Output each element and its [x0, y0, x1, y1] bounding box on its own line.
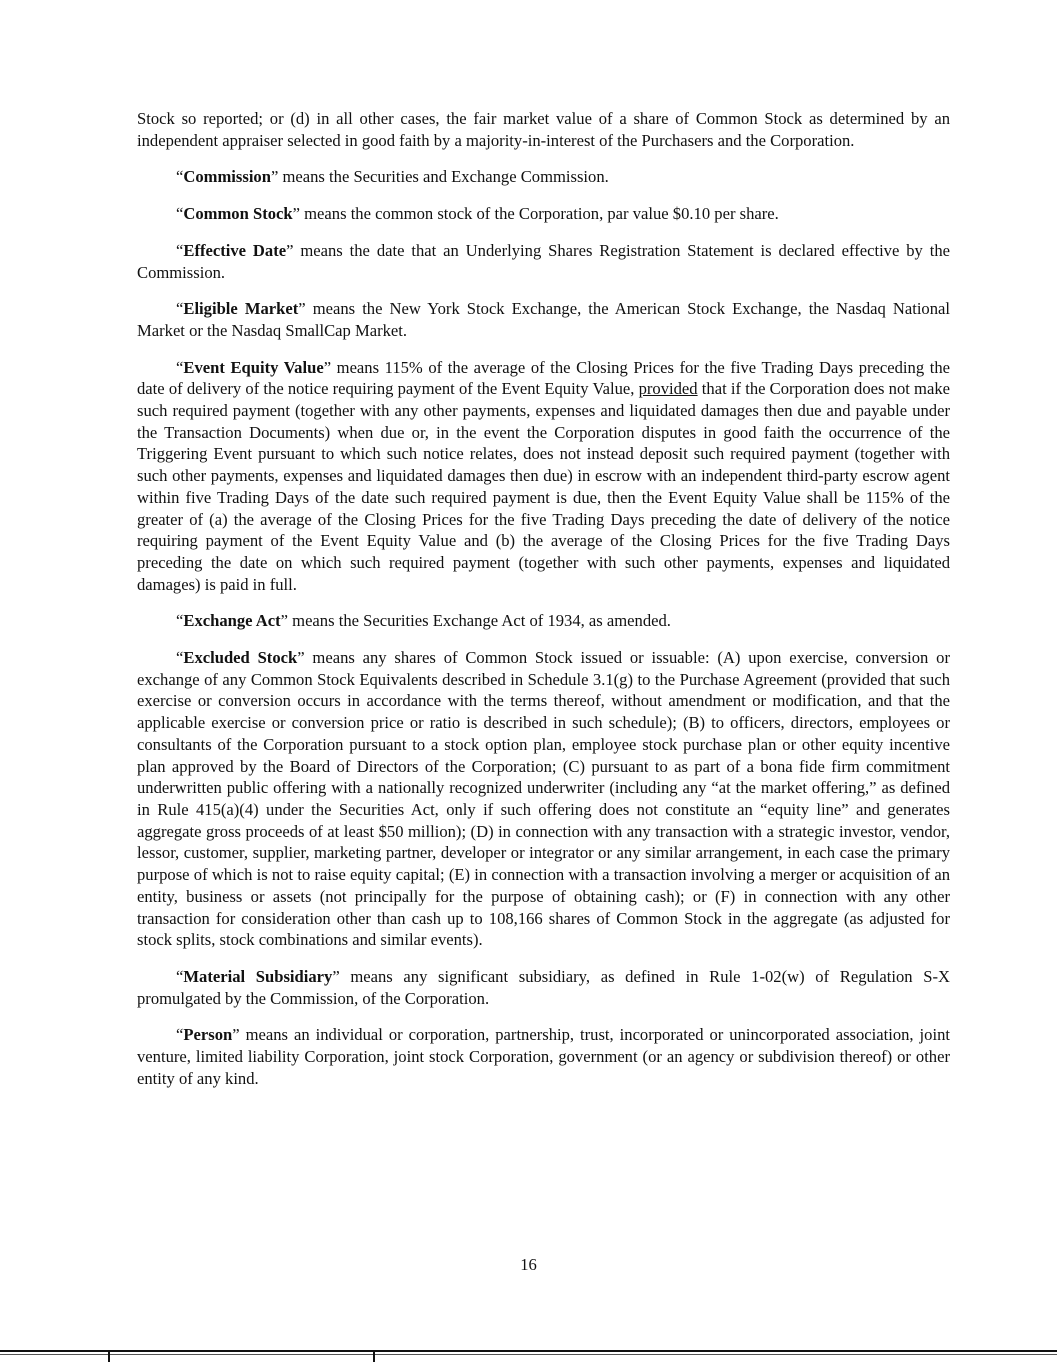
definition-text: means the Securities and Exchange Commission.	[278, 167, 609, 187]
footer-tick-mark	[108, 1350, 110, 1362]
defined-term: Person	[183, 1025, 233, 1045]
definition-text: means any shares of Common Stock issued or issuable: (A) upon exercise, conversion or exchange of any Common Stock Equivalents described in Schedule 3.1(g) to the Purchase Agreement (provided that such exercise or conversion occurs in accordance with the terms thereof, without amendment or modification, and that the applicable exercise or conversion price or ratio is described in such schedule); (B) to officers, directors, employees or consultants of the Corporation pursuant to a stock option plan, employee stock purchase plan or other equity incentive plan approved by the Board of Directors of the Corporation; (C) pursuant to as part of a bona fide firm commitment underwritten public offering with a nationally recognized underwriter (including any “at the market offering,” as defined in Rule 415(a)(4) under the Securities Act, only if such offering does not constitute an “equity line” and generates aggregate gross proceeds of at least $50 million); (D) in connection with any transaction with a strategic investor, vendor, lessor, customer, supplier, marketing partner, developer or integrator or any similar arrangement, in each case the primary purpose of which is not to raise equity capital; (E) in connection with a transaction involving a merger or acquisition of an entity, business or assets (not principally for the purpose of obtaining cash); or (F) in connection with any other transaction for consideration other than cash up to 108,166 shares of Common Stock in the aggregate (as adjusted for stock splits, stock combinations and similar events).	[137, 648, 950, 950]
defined-term: Commission	[183, 167, 271, 187]
paragraph-text: Stock so reported; or (d) in all other cases, the fair market value of a share of Common Stock as determined by an independent appraiser selected in good faith by a majority-in-interest of the Purchasers and the Corporation.	[137, 109, 950, 150]
defined-term: Exchange Act	[183, 611, 281, 631]
definition-event-equity-value: “Event Equity Value” means 115% of the average of the Closing Prices for the five Trading Days preceding the date of delivery of the notice requiring payment of the Event Equity Value, provided that if the Corporation does not make such required payment (together with any other payments, expenses and liquidated damages then due and payable under the Transaction Documents) when due or, in the event the Corporation disputes in good faith the occurrence of the Triggering Event pursuant to which such notice relates, does not instead deposit such required payment (together with such other payments, expenses and liquidated damages then due) in escrow with an independent third-party escrow agent within five Trading Days of the date such required payment is due, then the Event Equity Value shall be 115% of the greater of (a) the average of the Closing Prices for the five Trading Days preceding the date of delivery of the notice requiring payment of the Event Equity Value and (b) the average of the Closing Prices for the five Trading Days preceding the date on which such required payment (together with such other payments, expenses and liquidated damages) is paid in full.	[137, 357, 950, 594]
definition-eligible-market: “Eligible Market” means the New York Stock Exchange, the American Stock Exchange, the Nasdaq National Market or the Nasdaq SmallCap Market.	[137, 299, 951, 340]
definition-text: means any significant subsidiary, as defined in Rule 1-02(w) of Regulation S-X promulgated by the Commission, of the Corporation.	[137, 966, 950, 1008]
definition-commission: “Commission” means the Securities and Exchange Commission.	[176, 167, 609, 187]
definition-text: means the date that an Underlying Shares Registration Statement is declared effective by the Commission.	[137, 240, 950, 282]
defined-term: Excluded Stock	[183, 648, 298, 668]
definition-text: means the common stock of the Corporation, par value $0.10 per share.	[300, 204, 779, 224]
definition-text: means 115% of the average of the Closing Prices for the five Trading Days preceding the date of delivery of the notice requiring payment of the Event Equity Value,	[137, 357, 950, 399]
footer-rule	[0, 1350, 1057, 1352]
definition-exchange-act: “Exchange Act” means the Securities Exchange Act of 1934, as amended.	[176, 611, 671, 631]
definition-material-subsidiary: “Material Subsidiary” means any significant subsidiary, as defined in Rule 1-02(w) of Regulation S-X promulgated by the Commission, of the Corporation.	[137, 966, 950, 1008]
defined-term: Material Subsidiary	[183, 966, 333, 986]
definition-excluded-stock: “Excluded Stock” means any shares of Common Stock issued or issuable: (A) upon exercise, conversion or exchange of any Common Stock Equivalents described in Schedule 3.1(g) to the Purchase Agreement (provided that such exercise or conversion occurs in accordance with the terms thereof, without amendment or modification, and that the applicable exercise or conversion price or ratio is described in such schedule); (B) to officers, directors, employees or consultants of the Corporation pursuant to a stock option plan, employee stock purchase plan or other equity incentive plan approved by the Board of Directors of the Corporation; (C) pursuant to as part of a bona fide firm commitment underwritten public offering with a nationally recognized underwriter (including any “at the market offering,” as defined in Rule 415(a)(4) under the Securities Act, only if such offering does not constitute an “equity line” and generates aggregate gross proceeds of at least $50 million); (D) in connection with any transaction with a strategic investor, vendor, lessor, customer, supplier, marketing partner, developer or integrator or any similar arrangement, in each case the primary purpose of which is not to raise equity capital; (E) in connection with a transaction involving a merger or acquisition of an entity, business or assets (not principally for the purpose of obtaining cash); or (F) in connection with any other transaction for consideration other than cash up to 108,166 shares of Common Stock in the aggregate (as adjusted for stock splits, stock combinations and similar events).	[137, 648, 950, 950]
page-number: 16	[520, 1255, 537, 1274]
underlined-word-provided: provided	[638, 379, 698, 399]
document-body	[137, 108, 950, 1104]
paragraph-fair-market-value-continued	[137, 108, 950, 151]
defined-term: Common Stock	[183, 204, 293, 224]
footer-tick-mark	[373, 1350, 375, 1362]
definition-text: means an individual or corporation, partnership, trust, incorporated or unincorporated association, joint venture, limited liability Corporation, joint stock Corporation, government (or an agency or subdivision thereof) or other entity of any kind.	[137, 1025, 950, 1088]
definition-effective-date: “Effective Date” means the date that an Underlying Shares Registration Statement is declared effective by the Commission.	[137, 240, 950, 282]
footer-rule-secondary	[0, 1354, 1057, 1355]
definition-text: means the Securities Exchange Act of 1934, as amended.	[288, 611, 671, 631]
definition-text-continued: that if the Corporation does not make such required payment (together with any other payments, expenses and liquidated damages then due and payable under the Transaction Documents) when due or, in the event the Corporation disputes in good faith the occurrence of the Triggering Event pursuant to which such notice relates, does not instead deposit such required payment (together with such other payments, expenses and liquidated damages then due) in escrow with an independent third-party escrow agent within five Trading Days of the date such required payment is due, then the Event Equity Value shall be 115% of the greater of (a) the average of the Closing Prices for the five Trading Days preceding the date of delivery of the notice requiring payment of the Event Equity Value and (b) the average of the Closing Prices for the five Trading Days preceding the date on which such required payment (together with such other payments, expenses and liquidated damages) is paid in full.	[137, 379, 950, 594]
defined-term: Eligible Market	[183, 299, 299, 319]
definition-person: “Person” means an individual or corporation, partnership, trust, incorporated or unincorporated association, joint venture, limited liability Corporation, joint stock Corporation, government (or an agency or subdivision thereof) or other entity of any kind.	[137, 1025, 950, 1088]
definition-text: means the New York Stock Exchange, the American Stock Exchange, the Nasdaq National Market or the Nasdaq SmallCap Market.	[137, 299, 951, 340]
definition-common-stock: “Common Stock” means the common stock of the Corporation, par value $0.10 per share.	[176, 204, 779, 224]
defined-term: Event Equity Value	[183, 357, 324, 377]
defined-term: Effective Date	[183, 240, 287, 260]
